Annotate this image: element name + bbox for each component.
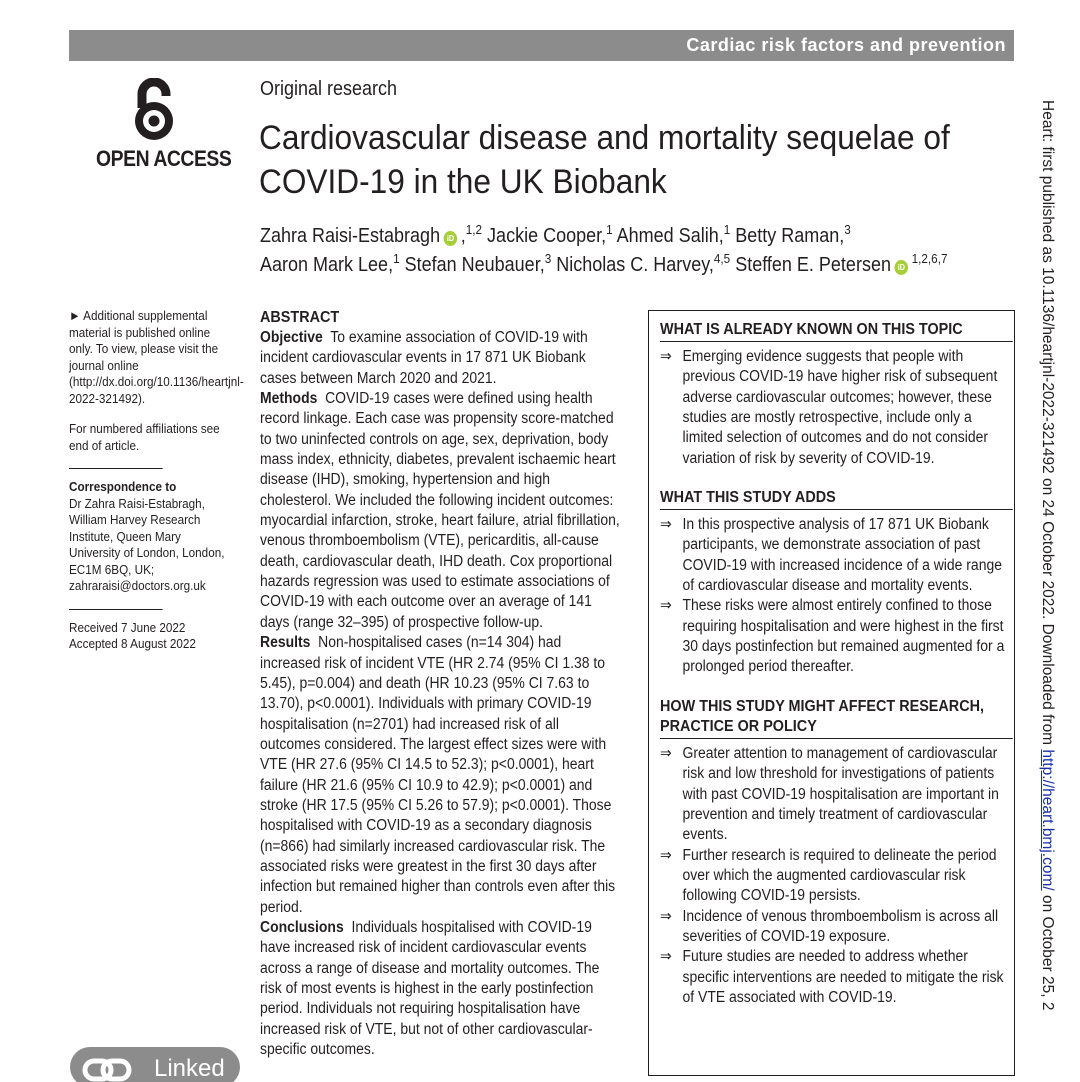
list-item-text: Future studies are needed to address whether specific interventions are needed to mitigate the risk of VTE associated with COVID-19. <box>682 948 1004 1006</box>
author-affiliation: 3 <box>544 251 552 266</box>
divider <box>69 609 163 610</box>
orcid-icon[interactable]: iD <box>895 260 909 275</box>
article-type: Original research <box>260 78 398 100</box>
author-name[interactable]: Ahmed Salih, <box>612 225 724 247</box>
article-title-line-1: Cardiovascular disease and mortality sequelae of <box>259 119 950 157</box>
abstract-conclusions <box>260 918 620 1060</box>
known-section <box>660 320 1013 469</box>
affect-list <box>660 744 1013 1008</box>
arrow-icon: ⇒ <box>660 348 672 365</box>
chain-link-icon <box>82 1057 132 1082</box>
list-item <box>660 744 1013 846</box>
author-name[interactable]: Jackie Cooper, <box>482 225 607 247</box>
correspondence-body: Dr Zahra Raisi-Estabragh, William Harvey Research Institute, Queen Mary University of London, London, EC1M 6BQ, UK; zahraraisi@doctors.org.uk <box>69 495 225 593</box>
abstract-results <box>260 633 620 918</box>
accepted-date: Accepted 8 August 2022 <box>69 636 196 651</box>
arrow-icon: ⇒ <box>660 948 672 966</box>
journal-link[interactable]: http://heart.bmj.com/ <box>1039 749 1056 891</box>
abstract-objective <box>260 328 620 389</box>
author-list <box>260 222 998 280</box>
abstract <box>260 308 624 1060</box>
orcid-icon[interactable]: iD <box>444 231 458 246</box>
watermark-suffix: on October 25, 2 <box>1039 890 1056 1011</box>
author-affiliation: 1 <box>723 222 731 237</box>
download-watermark <box>1038 100 1056 1080</box>
arrow-icon: ⇒ <box>660 597 672 615</box>
watermark-prefix: Heart: first published as 10.1136/heartjnl-2022-321492 on 24 October 2022. Downloaded from <box>1039 100 1056 750</box>
author-name[interactable]: Betty Raman, <box>730 225 845 247</box>
key-messages-box <box>648 310 1015 1076</box>
author-affiliation: 1,2 <box>465 222 483 237</box>
results-label: Results <box>260 634 311 652</box>
author-name[interactable]: Stefan Neubauer, <box>399 254 545 276</box>
list-item <box>660 947 1013 1008</box>
author-name[interactable]: Zahra Raisi-Estabragh <box>260 225 441 247</box>
list-item-text: Emerging evidence suggests that people with previous COVID-19 have higher risk of subsequent adverse cardiovascular outcomes; however, these studies are mostly retrospective, include only a limited selection of outcomes and do not consider variation of risk by severity of COVID-19. <box>682 348 998 467</box>
author-line-1: Zahra Raisi-Estabragh iD ,$^{1,2}$ Jackie Cooper,$^1$ Ahmed Salih,$^1$ Betty Raman,$^3$ <box>260 222 851 247</box>
author-affiliation: 4,5 <box>713 251 731 266</box>
list-item-text: These risks were almost entirely confined to those requiring hospitalisation and were highest in the first 30 days postinfection but remained augmented for a prolonged period thereafter. <box>682 597 1005 676</box>
arrow-icon: ⇒ <box>660 744 672 762</box>
author-line-2 <box>260 251 998 280</box>
adds-list <box>660 515 1013 678</box>
section-banner-label: Cardiac risk factors and prevention <box>686 35 1006 55</box>
author-affiliation: 1,2,6,7 <box>911 251 948 266</box>
author-name[interactable]: Steffen E. Petersen <box>730 254 891 276</box>
list-item-text: Greater attention to management of cardiovascular risk and low threshold for investigations of patients with past COVID-19 hospitalisation are important in prevention and timely treatment of cardiovascular events. <box>682 744 999 844</box>
sidebar-notes <box>69 308 244 653</box>
list-item <box>660 515 1013 596</box>
linked-label: Linked <box>154 1055 225 1082</box>
list-item <box>660 347 1013 469</box>
list-item <box>660 596 1013 677</box>
adds-heading: WHAT THIS STUDY ADDS <box>660 488 1013 510</box>
received-date: Received 7 June 2022 <box>69 619 186 635</box>
divider <box>69 468 163 469</box>
supplemental-note: ► Additional supplemental material is published online only. To view, please visit the journal online (http://dx.doi.org/10.1136/heartjnl-2022-321492). <box>69 308 244 406</box>
open-access-lock-icon <box>126 78 182 142</box>
results-text: Non-hospitalised cases (n=14 304) had increased risk of incident VTE (HR 2.74 (95% CI 1.38 to 5.45), p=0.004) and death (HR 10.23 (95% CI 7.63 to 13.70), p<0.0001). Individuals with primary COVID-19 hospitalisation (n=2701) had increased risk of all outcomes considered. The largest effect sizes were with VTE (HR 27.6 (95% CI 14.5 to 52.3); p<0.0001), heart failure (HR 21.6 (95% CI 10.9 to 42.9); p<0.0001) and stroke (HR 17.5 (95% CI 5.26 to 57.9); p<0.0001). Those hospitalised with COVID-19 as a secondary diagnosis (n=866) had similarly increased cardiovascular risk. The associated risks were greatest in the first 30 days after infection but remained higher than controls even after this period. <box>260 634 620 916</box>
author-name[interactable]: Aaron Mark Lee, <box>260 254 394 276</box>
adds-section <box>660 488 1013 678</box>
abstract-methods <box>260 389 624 633</box>
author-affiliation: 1 <box>606 222 613 237</box>
arrow-icon: ⇒ <box>660 516 672 534</box>
affiliations-note: For numbered affiliations see end of article. <box>69 421 220 453</box>
list-item-text: Further research is required to delineate the period over which the augmented cardiovascular risk following COVID-19 persists. <box>682 846 997 905</box>
known-heading: WHAT IS ALREADY KNOWN ON THIS TOPIC <box>660 320 1013 342</box>
article-title-line-2: COVID-19 in the UK Biobank <box>259 163 667 201</box>
linked-article-badge[interactable] <box>70 1047 240 1082</box>
methods-label: Methods <box>260 390 318 408</box>
author-name[interactable]: Nicholas C. Harvey, <box>551 254 714 276</box>
objective-label: Objective <box>260 329 323 346</box>
conclusions-label: Conclusions <box>260 918 344 936</box>
list-item <box>660 907 1013 948</box>
section-banner <box>69 30 1014 61</box>
correspondence-heading: Correspondence to <box>69 479 177 494</box>
arrow-icon: ⇒ <box>660 907 672 925</box>
author-affiliation: 3 <box>844 222 851 237</box>
list-item-text: In this prospective analysis of 17 871 UK Biobank participants, we demonstrate association of past COVID-19 with increased incidence of a wide range of cardiovascular disease and mortality events. <box>682 516 1002 595</box>
objective-text: To examine association of COVID-19 with incident cardiovascular events in 17 871 UK Biobank cases between March 2020 and 2021. <box>260 329 592 387</box>
affect-heading: HOW THIS STUDY MIGHT AFFECT RESEARCH, PRACTICE OR POLICY <box>660 697 1013 739</box>
article-title <box>259 116 966 204</box>
arrow-icon: ⇒ <box>660 846 672 864</box>
conclusions-text: Individuals hospitalised with COVID-19 have increased risk of incident cardiovascular events across a range of disease and mortality outcomes. The risk of most events is highest in the early postinfection period. Individuals not requiring hospitalisation have increased risk of VTE, but not of other cardiovascular-specific outcomes. <box>260 918 604 1059</box>
list-item <box>660 846 1013 907</box>
abstract-heading: ABSTRACT <box>260 309 340 326</box>
open-access-label: OPEN ACCESS <box>96 146 232 171</box>
list-item-text: Incidence of venous thromboembolism is across all severities of COVID-19 exposure. <box>682 907 999 945</box>
author-affiliation: 1 <box>393 251 400 266</box>
known-list <box>660 347 1013 469</box>
methods-text: COVID-19 cases were defined using health record linkage. Each case was propensity score-matched to two uninfected controls on age, sex, deprivation, body mass index, ethnicity, diabetes, prevalent ischaemic heart disease (IHD), smoking, hypertension and high cholesterol. We included the following incident outcomes: myocardial infarction, stroke, heart failure, atrial fibrillation, venous thromboembolism (VTE), pericarditis, all-cause death, cardiovascular death, IHD death. Cox proportional hazards regression was used to estimate associations of COVID-19 with each outcome over an average of 141 days (range 32–395) of prospective follow-up. <box>260 390 624 631</box>
affect-section <box>660 697 1013 1008</box>
